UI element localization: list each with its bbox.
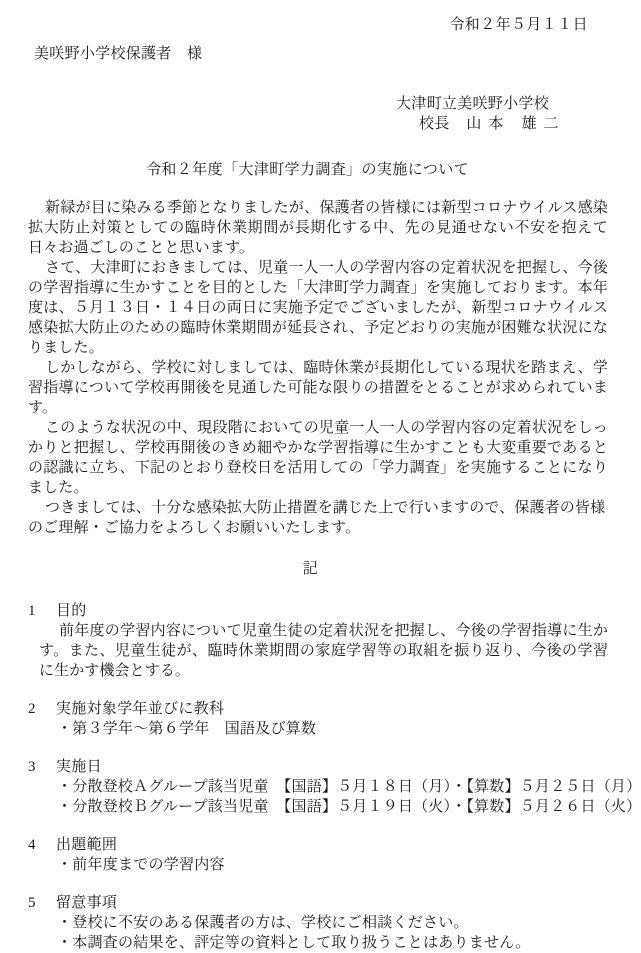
addressee-line: 美咲野小学校保護者 様 [34, 46, 203, 62]
item-bullet: ・第３学年～第６学年 国語及び算数 [57, 721, 317, 737]
issuer-school-name: 大津町立美咲野小学校 [396, 96, 550, 112]
body-paragraph-1: 新緑が目に染みる季節となりましたが、保護者の皆様には新型コロナウイルス感染拡大防止対策としての臨時休業期間が長期化する中、先の見通せない不安を抱えて日々お過ごしのことと思います。 [28, 200, 608, 256]
item-bullet: ・前年度までの学習内容 [57, 857, 225, 873]
item-bullet: ・本調査の結果を、評定等の資料として取り扱うことはありません。 [57, 935, 531, 951]
item-bullet: ・分散登校Ａグループ該当児童 【国語】５月１８日（月）・【算数】５月２５日（月） [57, 779, 641, 795]
item-title: 実施対象学年並びに教科 [56, 701, 225, 717]
issuer-principal [419, 114, 587, 134]
item-title: 目的 [56, 603, 87, 619]
list-item [25, 835, 608, 875]
item-bullet: ・登校に不安のある保護者の方は、学校にご相談ください。 [57, 915, 469, 931]
principal-name: 山 本 雄 二 [466, 116, 561, 132]
item-title: 留意事項 [56, 895, 118, 911]
document-date: 令和２年５月１１日 [449, 17, 588, 33]
body-paragraph-3: しかしながら、学校に対しましては、臨時休業が長期化している現状を踏まえ、学習指導について学校再開後を見通した可能な限りの措置をとることが求められています。 [28, 360, 608, 416]
item-heading [25, 757, 608, 777]
ki-mark: 記 [302, 561, 319, 577]
item-number: 1 [28, 603, 36, 619]
item-heading [25, 699, 608, 719]
principal-title: 校長 [419, 116, 450, 132]
item-number: 4 [28, 837, 36, 853]
document-page [0, 15, 641, 951]
list-item [25, 757, 641, 817]
item-heading [25, 835, 608, 855]
item-number: 3 [28, 759, 36, 775]
item-bullet: ・分散登校Ｂグループ該当児童 【国語】５月１９日（火）・【算数】５月２６日（火） [57, 799, 641, 815]
body-paragraph-4: このような状況の中、現段階においての児童一人一人の学習内容の定着状況をしっかりと把握し、学校再開後のきめ細やかな学習指導に生かすことも大変重要であるとの認識に立ち、下記のとおり登校日を活用しての「学力調査」を実施することになりました。 [28, 420, 608, 496]
document-title: 令和２年度「大津町学力調査」の実施について [145, 162, 470, 178]
item-heading [25, 601, 608, 621]
list-item [25, 601, 608, 681]
numbered-items-list [21, 601, 641, 953]
item-paragraph: 前年度の学習内容について児童生徒の定着状況を把握し、今後の学習指導に生かす。また、児童生徒が、臨時休業期間の家庭学習等の取組を振り返り、今後の学習に生かす機会とする。 [39, 623, 608, 679]
issuer-block [21, 94, 608, 134]
body-text [21, 198, 608, 538]
list-item [25, 699, 608, 739]
body-paragraph-2: さて、大津町におきましては、児童一人一人の学習内容の定着状況を把握し、今後の学習指導に生かすことを目的とした「大津町学力調査」を実施しております。本年度は、５月１３日・１４日の両日に実施予定でございましたが、新型コロナウイルス感染拡大防止のための臨時休業期間が延長され、予定どおりの実施が困難な状況になりました。 [28, 260, 608, 356]
list-item [25, 893, 608, 953]
item-title: 出題範囲 [56, 837, 118, 853]
item-number: 2 [28, 701, 36, 717]
item-title: 実施日 [56, 759, 102, 775]
item-heading [25, 893, 608, 913]
item-number: 5 [28, 895, 36, 911]
body-paragraph-5: つきましては、十分な感染拡大防止措置を講じた上で行いますので、保護者の皆様のご理解・ご協力をよろしくお願いいたします。 [28, 500, 606, 536]
